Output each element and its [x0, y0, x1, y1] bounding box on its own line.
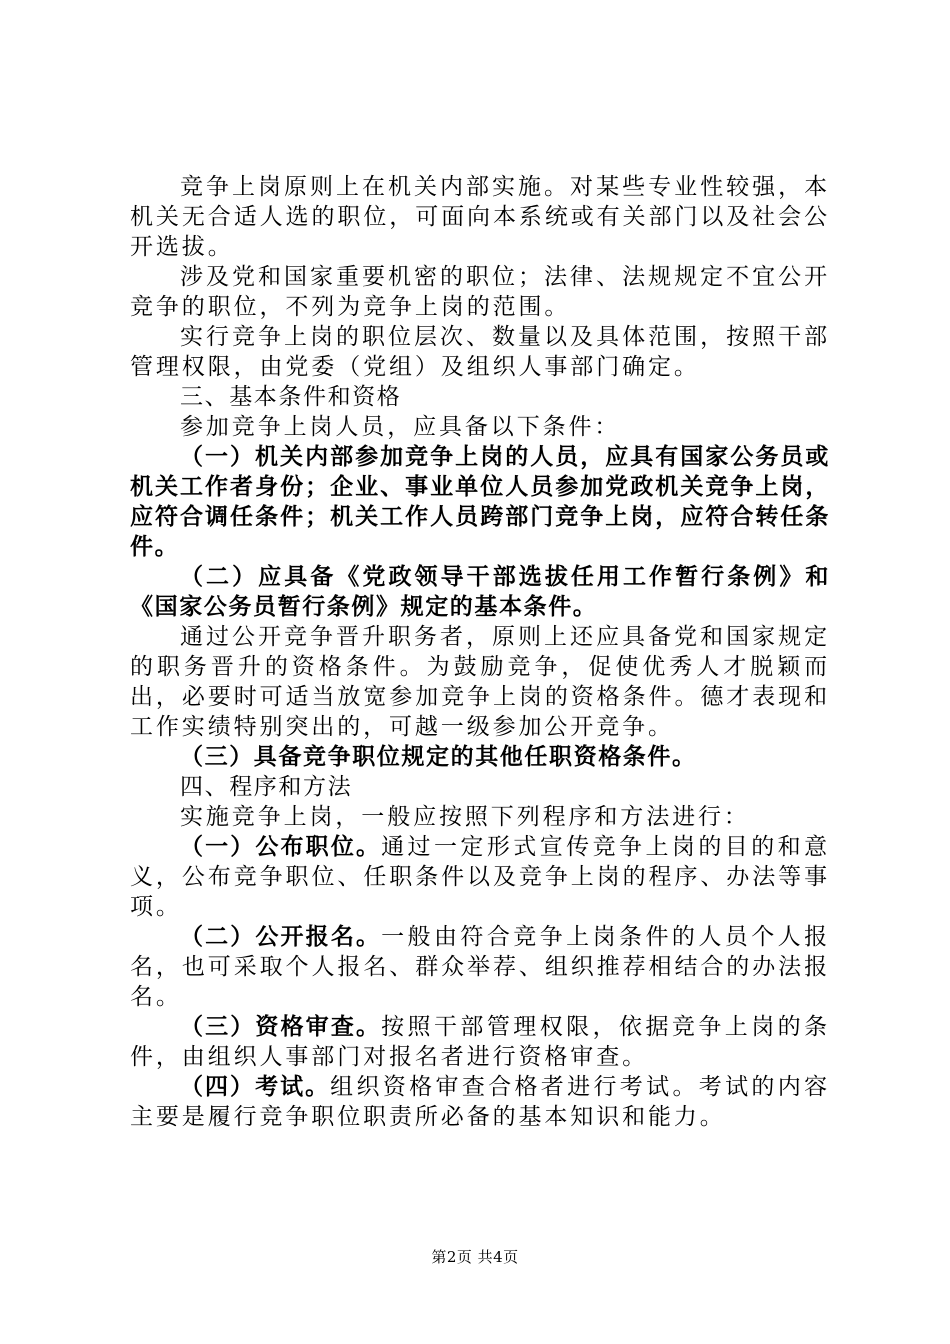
paragraph-lead: （四）考试。: [180, 1074, 331, 1100]
section-heading: 三、基本条件和资格: [180, 384, 402, 410]
section-heading: 四、程序和方法: [180, 774, 353, 800]
paragraph: 通过公开竞争晋升职务者，原则上还应具备党和国家规定的职务晋升的资格条件。为鼓励竞争，促使优秀人才脱颖而出，必要时可适当放宽参加竞争上岗的资格条件。德才表现和工作实绩特别突出的，可越一级参加公开竞争。: [130, 624, 830, 740]
paragraph-lead: （一）公布职位。: [180, 834, 382, 860]
document-body: [130, 172, 830, 1132]
paragraph-bold: （三）具备竞争职位规定的其他任职资格条件。: [180, 744, 697, 770]
paragraph-lead: （三）资格审查。: [180, 1014, 382, 1040]
paragraph: 参加竞争上岗人员，应具备以下条件：: [180, 414, 621, 440]
paragraph: 竞争上岗原则上在机关内部实施。对某些专业性较强，本机关无合适人选的职位，可面向本系统或有关部门以及社会公开选拔。: [130, 174, 830, 260]
paragraph-text: 按照干部管理权限，依据竞争上岗的条件，由组织人事部门对报名者进行资格审查。: [130, 1014, 830, 1070]
paragraph: [130, 832, 830, 922]
paragraph: [130, 1072, 830, 1132]
paragraph-text: 一般由符合竞争上岗条件的人员个人报名，也可采取个人报名、群众举荐、组织推荐相结合的办法报名。: [130, 924, 830, 1010]
paragraph-bold: （二）应具备《党政领导干部选拔任用工作暂行条例》和《国家公务员暂行条例》规定的基本条件。: [130, 564, 830, 620]
paragraph-lead: （二）公开报名。: [180, 924, 382, 950]
paragraph: 实施竞争上岗，一般应按照下列程序和方法进行：: [180, 804, 750, 830]
paragraph: 涉及党和国家重要机密的职位；法律、法规规定不宜公开竞争的职位，不列为竞争上岗的范围。: [130, 264, 830, 320]
paragraph-text: 组织资格审查合格者进行考试。考试的内容主要是履行竞争职位职责所必备的基本知识和能力。: [130, 1074, 830, 1130]
paragraph: [130, 1012, 830, 1072]
page-footer: 第2页 共4页: [431, 1248, 519, 1266]
paragraph: 实行竞争上岗的职位层次、数量以及具体范围，按照干部管理权限，由党委（党组）及组织人事部门确定。: [130, 324, 830, 380]
paragraph-bold: （一）机关内部参加竞争上岗的人员，应具有国家公务员或机关工作者身份；企业、事业单位人员参加党政机关竞争上岗，应符合调任条件；机关工作人员跨部门竞争上岗，应符合转任条件。: [130, 444, 830, 560]
paragraph-text: 通过一定形式宣传竞争上岗的目的和意义，公布竞争职位、任职条件以及竞争上岗的程序、办法等事项。: [130, 834, 830, 920]
paragraph: [130, 922, 830, 1012]
